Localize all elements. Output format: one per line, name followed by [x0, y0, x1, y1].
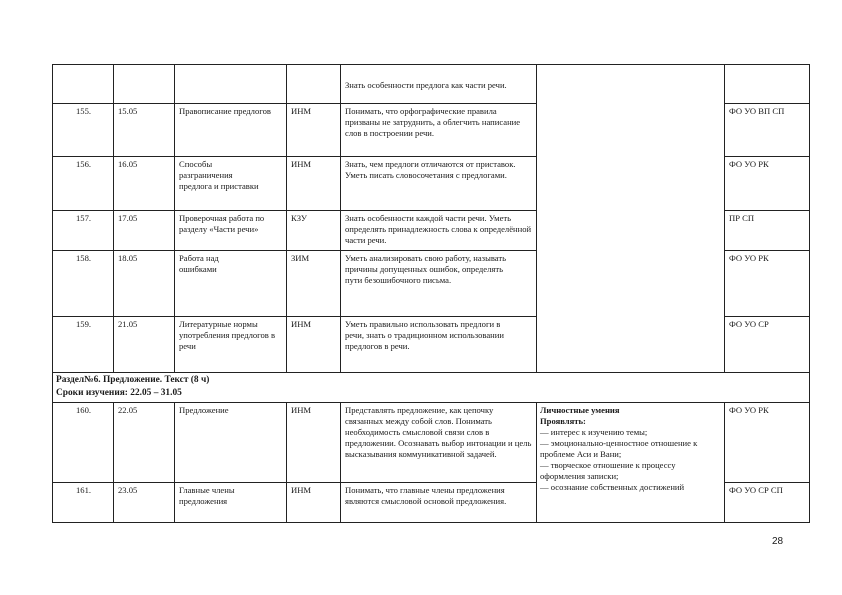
row-divider: [724, 103, 810, 104]
row-divider: [52, 402, 810, 403]
lesson-topic: Литературные нормы употребления предлогов в речи: [179, 319, 276, 351]
personal-result-item: — творческое отношение к процессу оформления записки;: [540, 460, 676, 481]
lesson-type: ИНМ: [291, 319, 312, 329]
lesson-date: 15.05: [118, 106, 138, 116]
lesson-control: ФО УО РК: [729, 159, 769, 169]
lesson-type: КЗУ: [291, 213, 307, 223]
lesson-content: Уметь анализировать свою работу, называть причины допущенных ошибок, определять пути безошибочного письма.: [345, 253, 507, 285]
row-divider: [52, 316, 536, 317]
table-border-top: [52, 64, 810, 65]
row-divider: [52, 156, 536, 157]
row-divider: [52, 372, 810, 373]
lesson-date: 18.05: [118, 253, 138, 263]
lesson-content: Знать, чем предлоги отличаются от приставок. Уметь писать словосочетания с предлогами.: [345, 159, 516, 180]
row-divider: [724, 482, 810, 483]
personal-result-item: — эмоционально-ценностное отношение к проблеме Аси и Вани;: [540, 438, 698, 459]
lesson-control: ФО УО СР СП: [729, 485, 783, 495]
col-divider: [724, 64, 725, 372]
lesson-control: ФО УО РК: [729, 253, 769, 263]
personal-results-cell: [540, 405, 722, 493]
table-border-right: [809, 64, 810, 522]
section-title: Раздел№6. Предложение. Текст (8 ч): [56, 375, 210, 385]
lesson-number: 159.: [76, 319, 92, 329]
lesson-number: 161.: [76, 485, 92, 495]
row-divider: [724, 316, 810, 317]
lesson-content: Понимать, что главные члены предложения являются смысловой основой предложения.: [345, 485, 507, 506]
lesson-date: 16.05: [118, 159, 138, 169]
lesson-number: 156.: [76, 159, 92, 169]
col-divider: [536, 402, 537, 522]
personal-results-subheading: Проявлять:: [540, 416, 586, 426]
lesson-content: Представлять предложение, как цепочку связанных между собой слов. Понимать необходимость смысловой связи слов в предложении. Осознавать выбор интонации и цель высказывания коммуникативной задачей.: [345, 405, 532, 459]
lesson-topic: Предложение: [179, 405, 229, 415]
col-divider: [286, 64, 287, 372]
row-divider: [724, 250, 810, 251]
personal-result-item: — интерес к изучению темы;: [540, 427, 648, 437]
lesson-type: ИНМ: [291, 159, 312, 169]
row-divider: [52, 482, 536, 483]
personal-results-heading: Личностные умения: [540, 405, 620, 415]
lesson-type: ИНМ: [291, 485, 312, 495]
col-divider: [113, 64, 114, 372]
table-border-bottom: [52, 522, 810, 523]
row-divider: [724, 156, 810, 157]
lesson-type: ЗИМ: [291, 253, 310, 263]
col-divider: [286, 402, 287, 522]
continuation-text: Знать особенности предлога как части речи.: [345, 80, 507, 90]
lesson-content: Понимать, что орфографические правила призваны не затруднить, а облегчить написание слов в построении речи.: [345, 106, 521, 138]
col-divider: [724, 402, 725, 522]
lesson-control: ФО УО СР: [729, 319, 769, 329]
row-divider: [52, 250, 536, 251]
lesson-date: 21.05: [118, 319, 138, 329]
lesson-number: 158.: [76, 253, 92, 263]
lesson-type: ИНМ: [291, 405, 312, 415]
lesson-number: 155.: [76, 106, 92, 116]
row-divider: [52, 210, 536, 211]
lesson-topic: Работа над ошибками: [179, 253, 219, 274]
lesson-date: 17.05: [118, 213, 138, 223]
lesson-topic: Проверочная работа по разделу «Части речи»: [179, 213, 265, 234]
lesson-date: 22.05: [118, 405, 138, 415]
lesson-number: 157.: [76, 213, 92, 223]
table-border-left: [52, 64, 53, 522]
section-dates: Сроки изучения: 22.05 – 31.05: [56, 388, 182, 398]
lesson-topic: Главные члены предложения: [179, 485, 235, 506]
row-divider: [724, 210, 810, 211]
col-divider: [340, 64, 341, 372]
lesson-topic: Способы разграничения предлога и приставки: [179, 159, 259, 191]
lesson-control: ПР СП: [729, 213, 755, 223]
lesson-number: 160.: [76, 405, 92, 415]
lesson-content: Знать особенности каждой части речи. Уметь определять принадлежность слова к определённой части речи.: [345, 213, 532, 245]
col-divider: [174, 402, 175, 522]
personal-result-item: — осознание собственных достижений: [540, 482, 685, 492]
col-divider: [174, 64, 175, 372]
col-divider: [340, 402, 341, 522]
col-divider: [113, 402, 114, 522]
lesson-type: ИНМ: [291, 106, 312, 116]
lesson-control: ФО УО ВП СП: [729, 106, 785, 116]
lesson-content: Уметь правильно использовать предлоги в речи, знать о традиционном использовании предлогов в речи.: [345, 319, 504, 351]
page-number: 28: [772, 536, 784, 547]
lesson-control: ФО УО РК: [729, 405, 769, 415]
lesson-date: 23.05: [118, 485, 138, 495]
lesson-topic: Правописание предлогов: [179, 106, 271, 116]
row-divider: [52, 103, 536, 104]
col-divider: [536, 64, 537, 372]
